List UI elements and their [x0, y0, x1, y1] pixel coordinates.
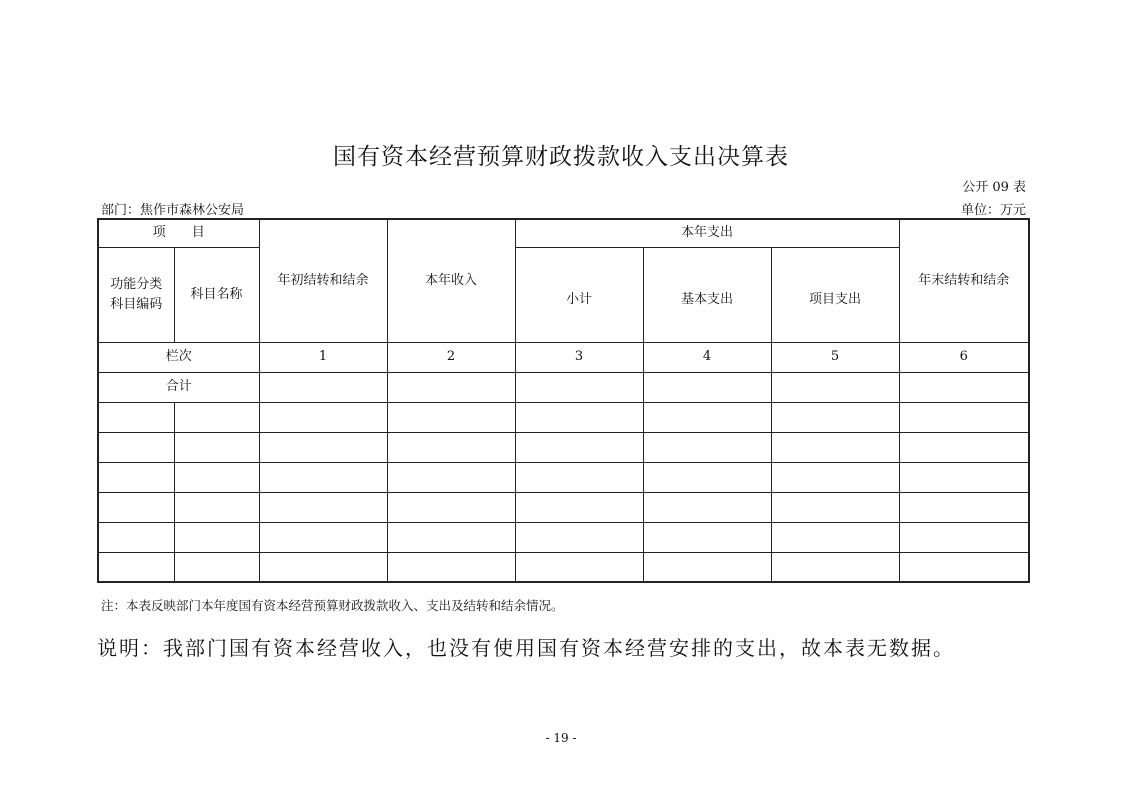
- col-number: 2: [387, 342, 515, 372]
- row-index-label: 栏次: [98, 342, 259, 372]
- table-cell: [259, 432, 387, 462]
- table-cell: [174, 462, 259, 492]
- table-cell: [899, 402, 1029, 432]
- table-cell: [98, 462, 174, 492]
- total-label: 合计: [98, 372, 259, 402]
- col-number: 1: [259, 342, 387, 372]
- func-code-header: 功能分类 科目编码: [98, 247, 174, 342]
- table-cell: [174, 522, 259, 552]
- remark-text: 说明：我部门国有资本经营收入，也没有使用国有资本经营安排的支出，故本表无数据。: [97, 636, 955, 660]
- table-cell: [771, 372, 899, 402]
- table-cell: [899, 372, 1029, 402]
- table-row: [98, 522, 1029, 552]
- table-cell: [515, 432, 643, 462]
- table-row: [98, 552, 1029, 582]
- table-cell: [98, 522, 174, 552]
- table-cell: [387, 432, 515, 462]
- col-income: 本年收入: [387, 219, 515, 342]
- table-cell: [259, 462, 387, 492]
- page-title: 国有资本经营预算财政拨款收入支出决算表: [333, 144, 789, 170]
- table-row: [98, 402, 1029, 432]
- table-cell: [98, 432, 174, 462]
- table-cell: [643, 432, 771, 462]
- table-cell: [643, 462, 771, 492]
- table-cell: [259, 522, 387, 552]
- unit-label: 单位：万元: [960, 203, 1026, 218]
- col-basic: 基本支出: [643, 247, 771, 342]
- col-number: 6: [899, 342, 1029, 372]
- table-cell: [515, 372, 643, 402]
- table-cell: [771, 432, 899, 462]
- table-cell: [643, 492, 771, 522]
- col-expense-group: 本年支出: [515, 219, 899, 247]
- table-cell: [643, 552, 771, 582]
- table-row: [98, 432, 1029, 462]
- department-label: 部门：焦作市森林公安局: [101, 203, 245, 218]
- table-note: 注：本表反映部门本年度国有资本经营预算财政拨款收入、支出及结转和结余情况。: [101, 598, 564, 613]
- table-cell: [899, 462, 1029, 492]
- table-cell: [771, 552, 899, 582]
- col-project: 项目支出: [771, 247, 899, 342]
- col-number: 3: [515, 342, 643, 372]
- table-cell: [515, 462, 643, 492]
- table-cell: [259, 492, 387, 522]
- table-cell: [771, 462, 899, 492]
- table-cell: [259, 372, 387, 402]
- table-cell: [771, 522, 899, 552]
- table-cell: [771, 402, 899, 432]
- col-subtotal: 小计: [515, 247, 643, 342]
- table-cell: [98, 492, 174, 522]
- table-cell: [387, 522, 515, 552]
- table-cell: [387, 492, 515, 522]
- table-cell: [259, 552, 387, 582]
- table-cell: [259, 402, 387, 432]
- table-cell: [899, 492, 1029, 522]
- table-cell: [174, 492, 259, 522]
- table-cell: [515, 492, 643, 522]
- table-row: [98, 462, 1029, 492]
- table-cell: [515, 402, 643, 432]
- col-begin-balance: 年初结转和结余: [259, 219, 387, 342]
- page-number: - 19 -: [545, 731, 577, 745]
- table-cell: [98, 552, 174, 582]
- budget-table: [97, 218, 1030, 583]
- table-cell: [174, 402, 259, 432]
- table-cell: [174, 552, 259, 582]
- table-cell: [643, 372, 771, 402]
- table-cell: [515, 522, 643, 552]
- subject-name-header: 科目名称: [174, 247, 259, 342]
- table-cell: [387, 402, 515, 432]
- col-number: 4: [643, 342, 771, 372]
- table-cell: [387, 462, 515, 492]
- table-cell: [174, 432, 259, 462]
- col-end-balance: 年末结转和结余: [899, 219, 1029, 342]
- table-cell: [387, 552, 515, 582]
- item-header: 项 目: [98, 219, 259, 247]
- col-number: 5: [771, 342, 899, 372]
- table-cell: [771, 492, 899, 522]
- table-cell: [899, 522, 1029, 552]
- table-cell: [899, 432, 1029, 462]
- table-cell: [899, 552, 1029, 582]
- table-cell: [643, 402, 771, 432]
- form-number: 公开 09 表: [962, 180, 1026, 195]
- table-cell: [98, 402, 174, 432]
- table-cell: [387, 372, 515, 402]
- table-row: [98, 492, 1029, 522]
- table-cell: [643, 522, 771, 552]
- table-cell: [515, 552, 643, 582]
